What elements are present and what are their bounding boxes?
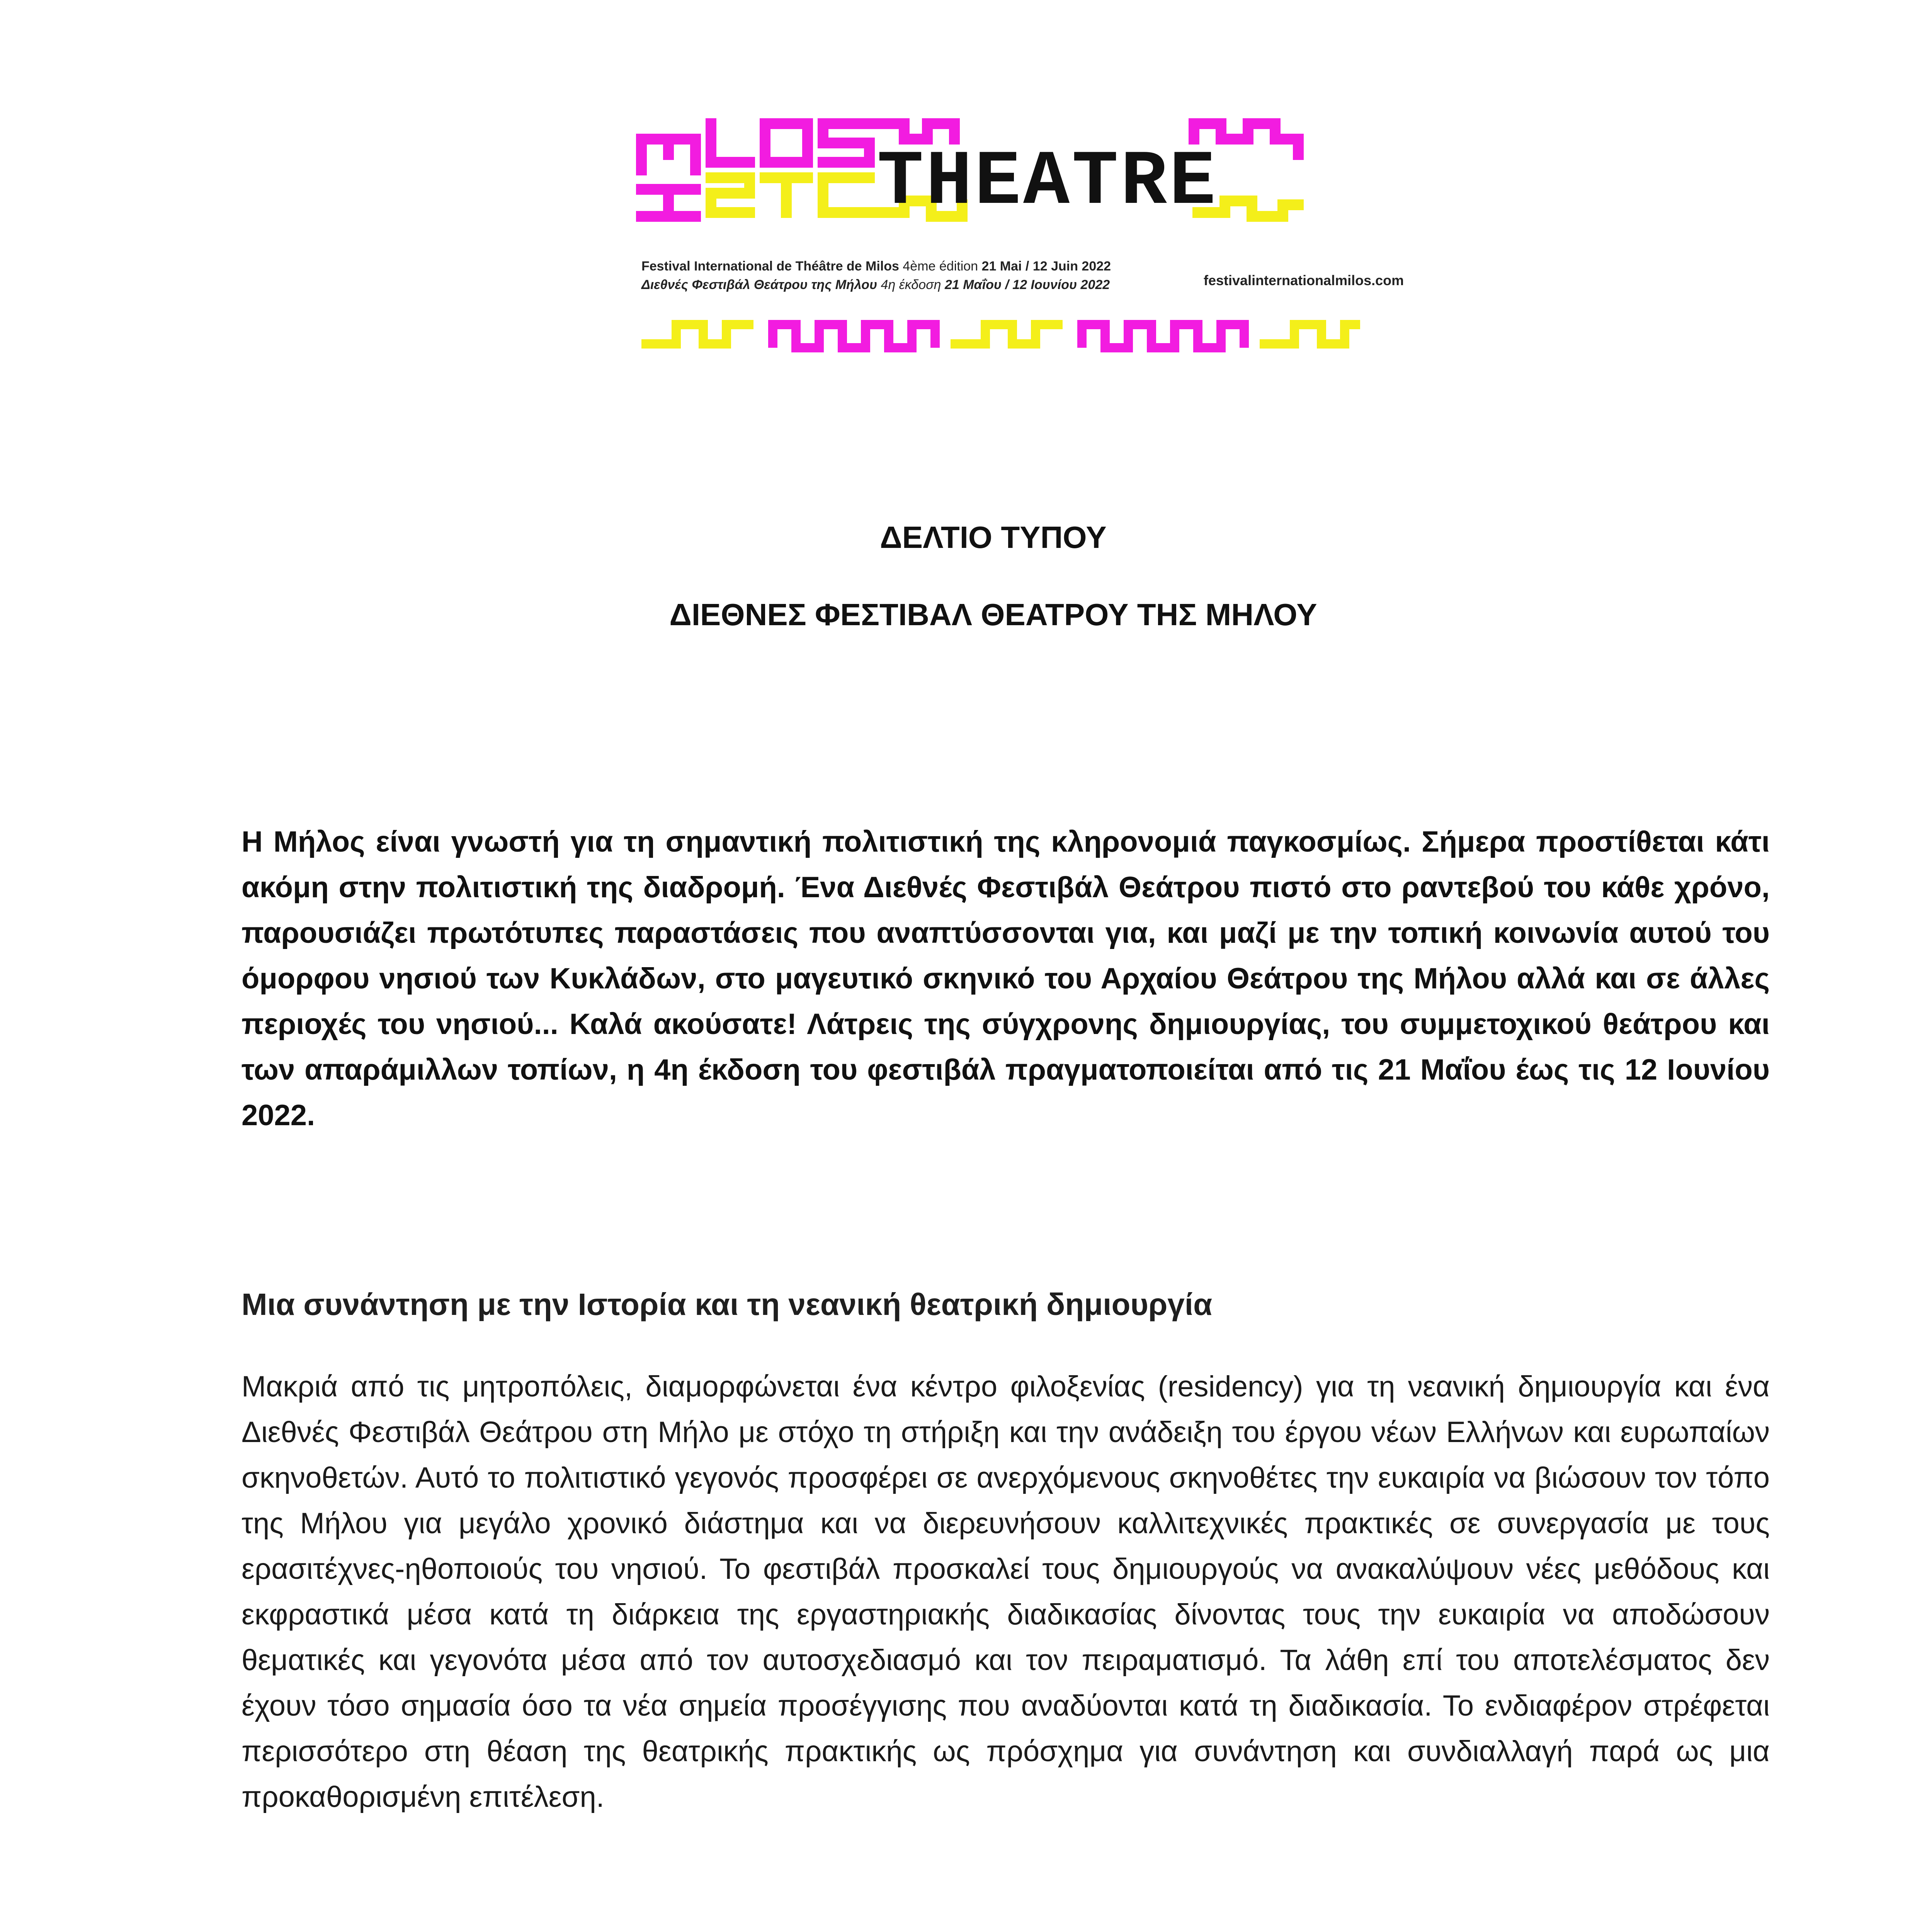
section-1-body: Μακριά από τις μητροπόλεις, διαμορφώνεται ένα κέντρο φιλοξενίας (residency) για τη νεανική δημιουργία και ένα Διεθνές Φεστιβάλ Θεάτρου στη Μήλο με στόχο τη στήριξη και την ανάδειξη του έργου νέων Ελλήνων και ευρωπαίων σκηνοθετών. Αυτό το πολιτιστικό γεγονός προσφέρει σε ανερχόμενους σκηνοθέτες την ευκαιρία να βιώσουν τον τόπο της Μήλου για μεγάλο χρονικό διάστημα και να διερευνήσουν καλλιτεχνικές πρακτικές σε συνεργασία με τους ερασιτέχνες-ηθοποιούς του νησιού. Το φεστιβάλ προσκαλεί τους δημιουργούς να ανακαλύψουν νέες μεθόδους και εκφραστικά μέσα κατά τη διάρκεια της εργαστηριακής διαδικασίας δίνοντας τους την ευκαιρία να αποδώσουν θεματικές και γεγονότα μέσα από τον αυτοσχεδιασμό και τον πειραματισμό. Τα λάθη επί του αποτελέσματος δεν έχουν τόσο σημασία όσο τα νέα σημεία προσέγγισης που αναδύονται κατά τη διαδικασία. Το ενδιαφέρον στρέφεται περισσότερο στη θέαση της θεατρικής πρακτικής ως πρόσχημα για συνάντηση και συνδιαλλαγή παρά ως μια προκαθορισμένη επιτέλεση. (242, 1370, 1770, 1813)
logo-edition-gr: 4η έκδοση (881, 277, 941, 292)
logo-dates-gr: 21 Μαΐου / 12 Ιουνίου 2022 (944, 277, 1110, 292)
logo-festival-name-fr: Festival International de Théâtre de Milos (641, 259, 899, 274)
theatre-wordmark: THEATRE (877, 139, 1218, 226)
document-subtitle: ΔΙΕΘΝΕΣ ΦΕΣΤΙΒΑΛ ΘΕΑΤΡΟΥ ΤΗΣ ΜΗΛΟΥ (669, 597, 1317, 632)
logo-dates-fr: 21 Mai / 12 Juin 2022 (981, 259, 1111, 274)
logo-meander-border (641, 325, 1360, 348)
logo-edition-fr: 4ème édition (903, 259, 978, 274)
festival-logo (634, 116, 1368, 363)
logo-line-2 (641, 277, 1110, 293)
intro-paragraph: Η Μήλος είναι γνωστή για τη σημαντική πολιτιστική της κληρονομιά παγκοσμίως. Σήμερα προστίθεται κάτι ακόμη στην πολιτιστική της διαδρομή. Ένα Διεθνές Φεστιβάλ Θεάτρου πιστό στο ραντεβού του κάθε χρόνο, παρουσιάζει πρωτότυπες παραστάσεις που αναπτύσσονται για, και μαζί με την τοπική κοινωνία αυτού του όμορφου νησιού των Κυκλάδων, στο μαγευτικό σκηνικό του Αρχαίου Θεάτρου της Μήλου αλλά και σε άλλες περιοχές του νησιού... Καλά ακούσατε! Λάτρεις της σύγχρονης δημιουργίας, του συμμετοχικού θεάτρου και των απαράμιλλων τοπίων, η 4η έκδοση του φεστιβάλ πραγματοποιείται από τις 21 Μαΐου έως τις 12 Ιουνίου 2022. (242, 825, 1770, 1132)
logo-line-1 (641, 259, 1111, 274)
logo-festival-name-gr: Διεθνές Φεστιβάλ Θεάτρου της Μήλου (641, 277, 878, 292)
festival-url[interactable]: festivalinternationalmilos.com (1204, 272, 1404, 288)
section-1-heading: Μια συνάντηση με την Ιστορία και τη νεανική θεατρική δημιουργία (242, 1287, 1213, 1321)
document-title: ΔΕΛΤΙΟ ΤΥΠΟΥ (880, 520, 1107, 554)
